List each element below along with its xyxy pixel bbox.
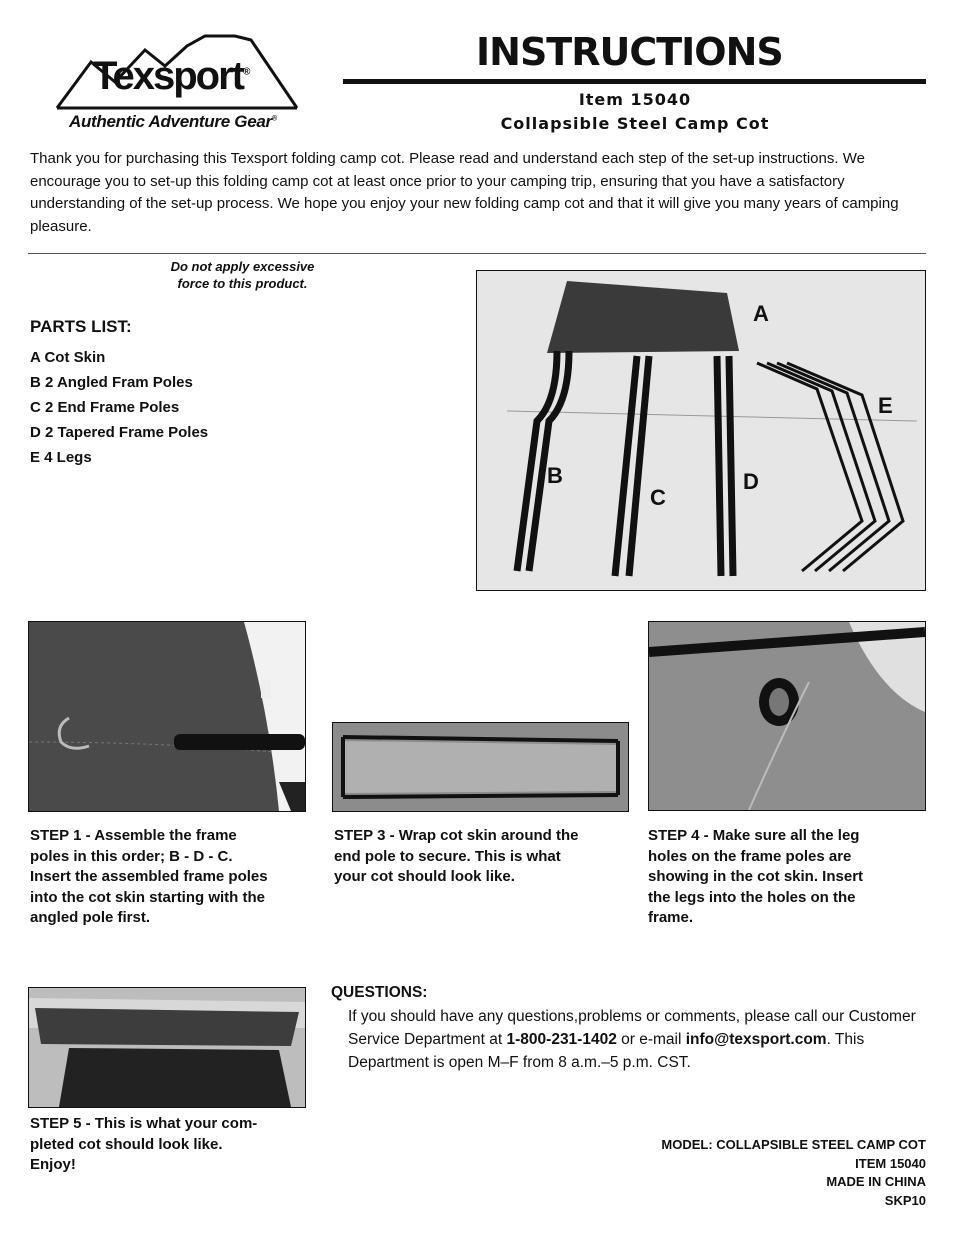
questions-text: . This Department is open M–F from 8 a.m.–5 p.m. CST. (348, 1031, 865, 1071)
parts-list-item: E 4 Legs (30, 449, 92, 466)
part-label-c: C (650, 485, 666, 510)
step-line: holes on the frame poles are (648, 847, 852, 865)
parts-list-heading: PARTS LIST: (30, 317, 132, 336)
brand-tagline: Authentic Adventure Gear® (69, 112, 277, 131)
part-label-b: B (547, 463, 563, 488)
model-line: MADE IN CHINA (826, 1174, 926, 1189)
model-line: ITEM 15040 (855, 1155, 926, 1171)
step-line: angled pole first. (30, 909, 151, 926)
step-line: poles in this order; B - D - C. (30, 847, 233, 865)
step5-photo (28, 987, 306, 1108)
parts-list (30, 345, 208, 470)
step-line: pleted cot should look like. (30, 1135, 223, 1153)
step-line: Enjoy! (30, 1156, 76, 1173)
model-line: MODEL: COLLAPSIBLE STEEL CAMP COT (661, 1137, 926, 1152)
step1-text (30, 826, 268, 929)
model-info (661, 1136, 926, 1210)
section-divider (28, 253, 926, 254)
step-line: into the cot skin starting with the (30, 888, 266, 906)
step4-photo (648, 621, 926, 811)
step1-photo (28, 621, 306, 812)
email-link[interactable]: info@texsport.com (685, 1031, 827, 1048)
texsport-logo (55, 32, 305, 132)
brand-name: Texsport® (93, 54, 249, 98)
step3-text (334, 826, 579, 888)
step-line: Insert the assembled frame poles (30, 868, 268, 885)
title-divider (343, 79, 926, 84)
step-line: STEP 1 - Assemble the frame (30, 827, 237, 844)
phone-number[interactable]: 1-800-231-1402 (506, 1031, 617, 1048)
product-name: Collapsible Steel Camp Cot (500, 114, 770, 133)
step-line: the legs into the holes on the (648, 888, 856, 906)
warning-line-2: force to this product. (177, 276, 308, 291)
step-line: showing in the cot skin. Insert (648, 868, 864, 885)
warning-note (140, 258, 345, 292)
questions-heading: QUESTIONS: (331, 984, 428, 1001)
part-label-d: D (743, 469, 759, 494)
part-label-a: A (753, 301, 769, 326)
step-line: your cot should look like. (334, 868, 515, 885)
parts-list-item: B 2 Angled Fram Poles (30, 374, 193, 391)
step3-photo (332, 722, 629, 812)
part-label-e: E (878, 393, 893, 418)
questions-body (348, 1005, 938, 1074)
step-line: STEP 5 - This is what your com- (30, 1115, 258, 1132)
page-title: INSTRUCTIONS (476, 30, 783, 74)
parts-photo (476, 270, 926, 591)
step5-text (30, 1114, 257, 1176)
parts-list-item: D 2 Tapered Frame Poles (30, 424, 209, 441)
warning-line-1: Do not apply excessive (170, 259, 315, 274)
parts-list-item: A Cot Skin (30, 349, 106, 366)
parts-list-item: C 2 End Frame Poles (30, 399, 180, 416)
step-line: end pole to secure. This is what (334, 847, 561, 865)
questions-text: or e-mail (616, 1031, 686, 1048)
questions-text: If you should have any questions,problems or comments, please call our Customer Service Department at (348, 1008, 916, 1048)
intro-paragraph: Thank you for purchasing this Texsport folding camp cot. Please read and understand each step of the set-up instructions. We encourage you to set-up this folding camp cot at least once prior to your camping trip, ensuring that you have a satisfactory understanding of the set-up process. We hope you enjoy your new folding camp cot and that it will give you many years of camping pleasure. (30, 150, 899, 235)
model-line: SKP10 (884, 1192, 926, 1208)
step-line: STEP 3 - Wrap cot skin around the (334, 827, 579, 844)
step-line: frame. (648, 909, 694, 926)
step-line: STEP 4 - Make sure all the leg (648, 827, 860, 844)
step4-text (648, 826, 863, 929)
item-number: Item 15040 (578, 90, 692, 109)
